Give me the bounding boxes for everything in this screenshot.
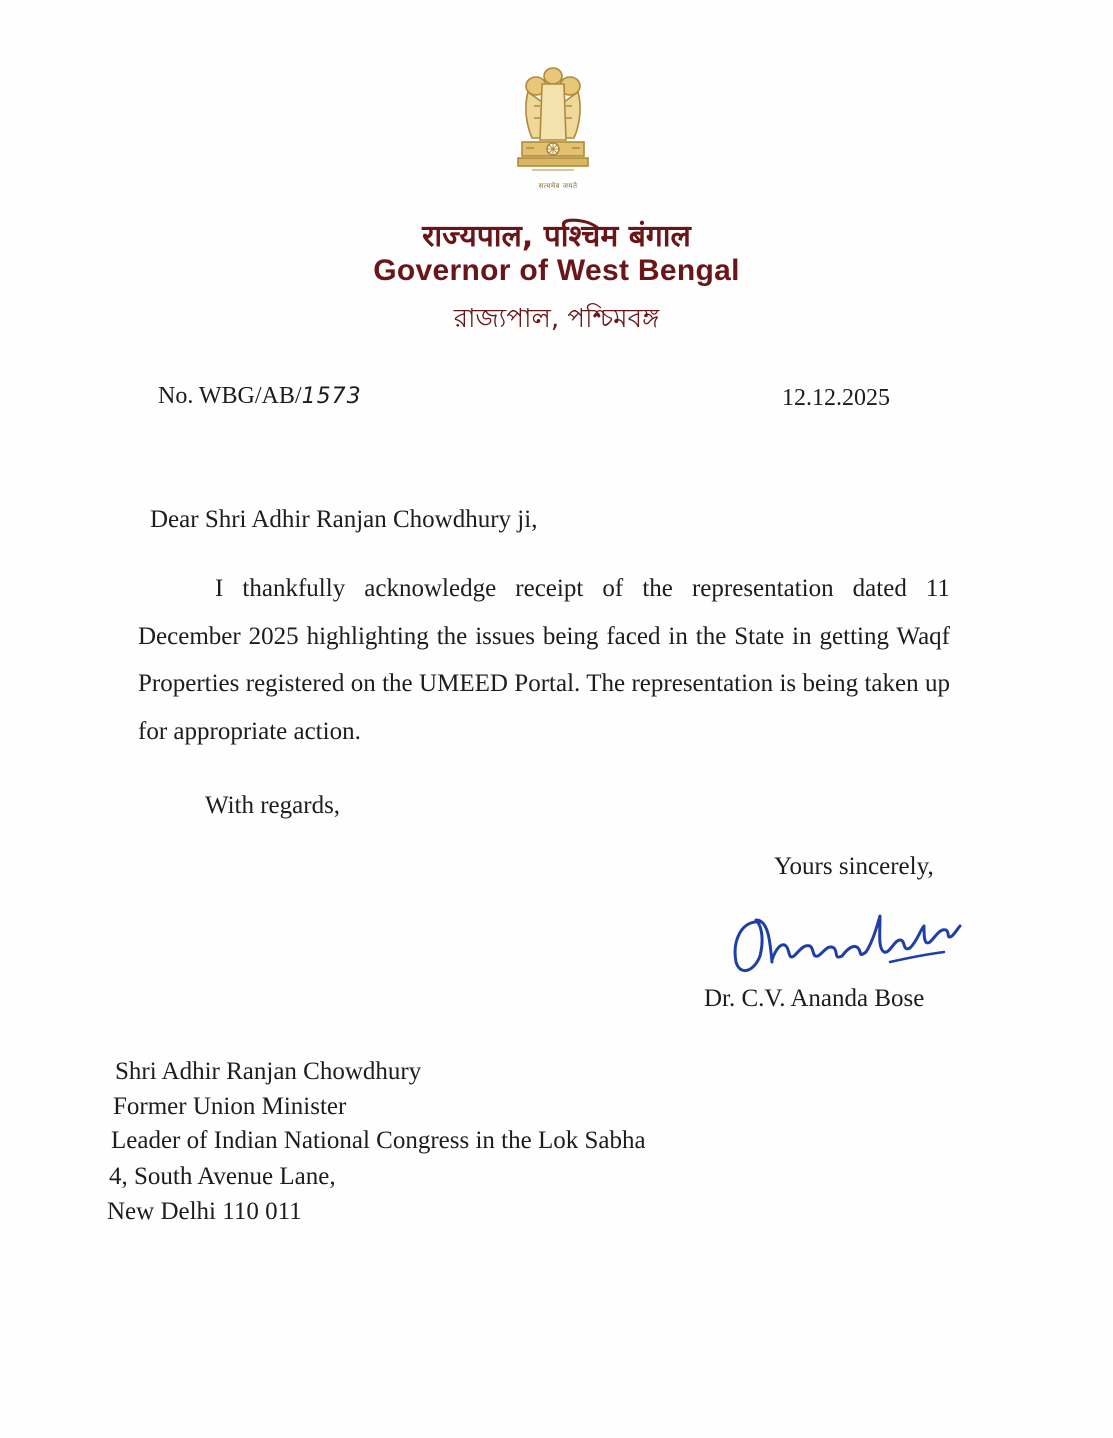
address-line: 4, South Avenue Lane, [109, 1163, 336, 1190]
address-line: New Delhi 110 011 [107, 1198, 302, 1225]
address-line: Shri Adhir Ranjan Chowdhury [115, 1058, 422, 1085]
closing: Yours sincerely, [774, 853, 934, 880]
handwritten-signature-icon [728, 900, 968, 985]
reference-prefix: No. WBG/AB/ [158, 383, 302, 409]
letterhead-hindi: राज्यपाल, पश्चिम बंगाल [422, 219, 691, 254]
signer-name: Dr. C.V. Ananda Bose [704, 985, 925, 1012]
regards: With regards, [205, 792, 341, 819]
reference-number [158, 383, 362, 410]
address-line: Leader of Indian National Congress in the Lok Sabha [111, 1127, 646, 1154]
address-line: Former Union Minister [113, 1093, 347, 1120]
letter-body: I thankfully acknowledge receipt of the representation dated 11 December 2025 highlighting the issues being faced in the State in getting Waqf Properties registered on the UMEED Portal. The representation is being taken up for appropriate action. [138, 575, 950, 745]
state-emblem-icon [512, 62, 594, 194]
letterhead-bengali: রাজ্যপাল, পশ্চিমবঙ্গ [453, 304, 660, 334]
letterhead-english: Governor of West Bengal [373, 254, 740, 287]
salutation: Dear Shri Adhir Ranjan Chowdhury ji, [150, 506, 538, 533]
letter-date: 12.12.2025 [782, 385, 890, 411]
reference-handwritten-number: 1573 [301, 384, 362, 409]
emblem-motto: सत्यमेव जयते [538, 182, 578, 190]
